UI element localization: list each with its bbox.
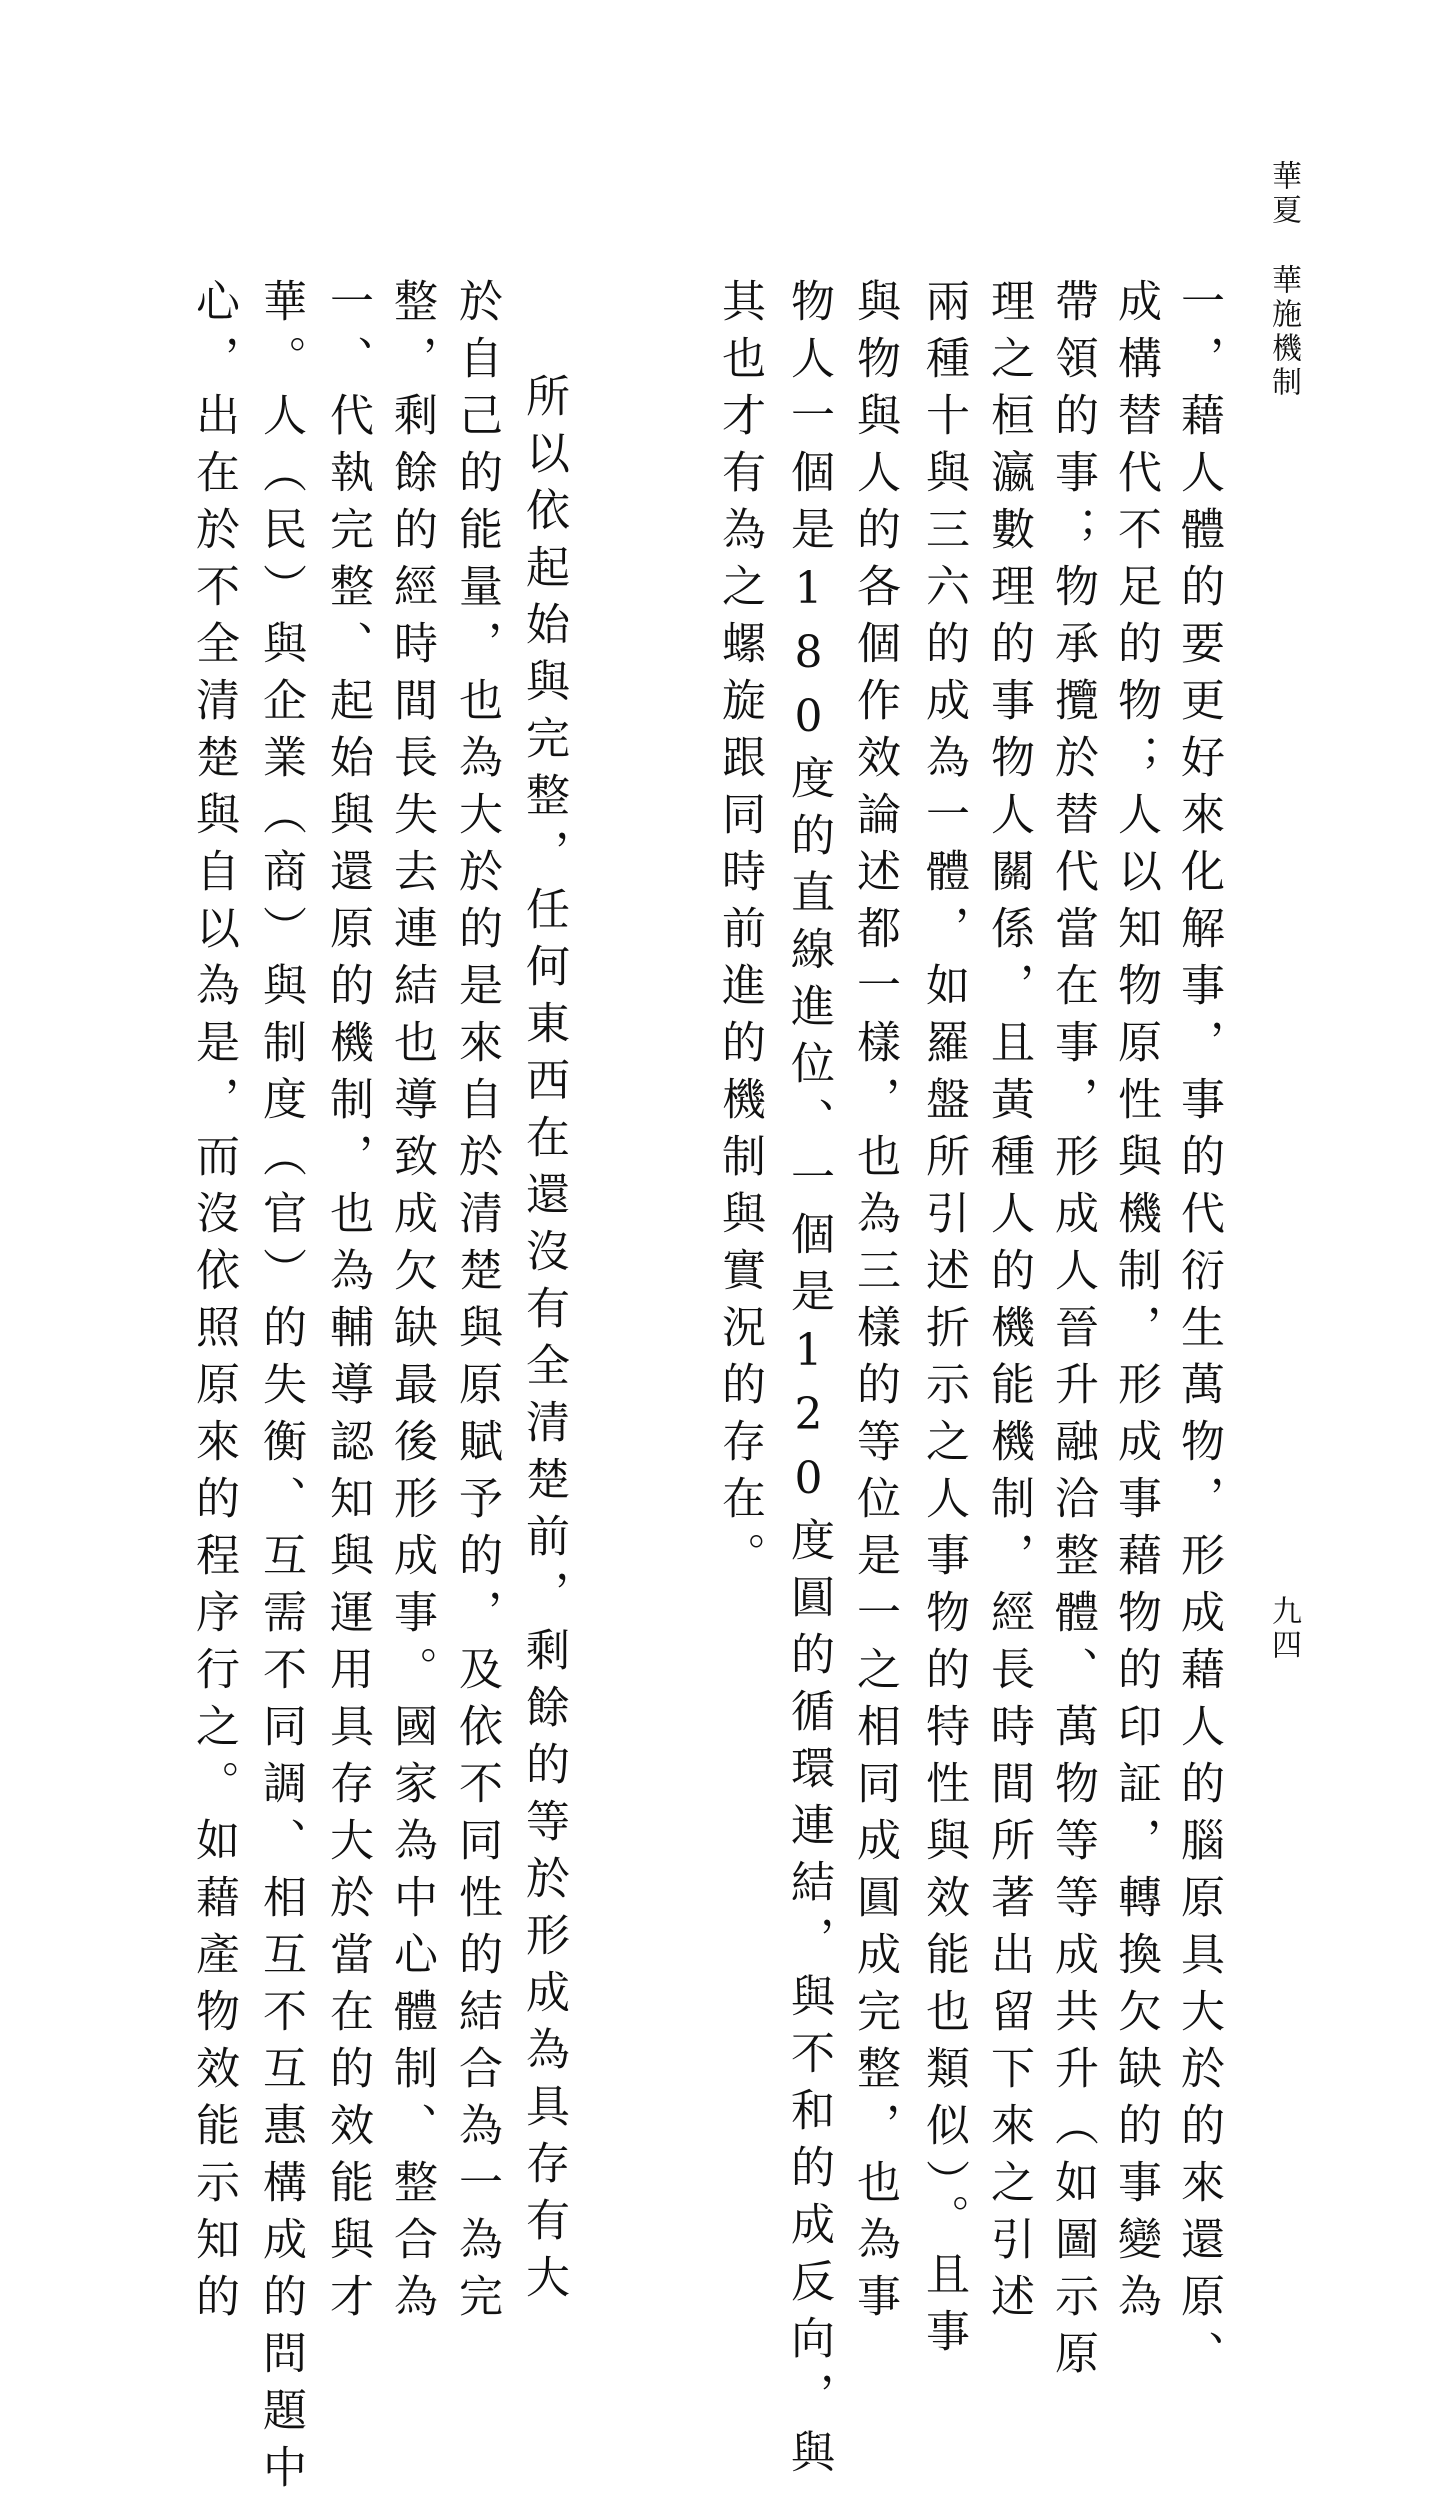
chapter-title: 華施機制 xyxy=(1266,264,1301,400)
running-header xyxy=(1266,160,1301,400)
paragraph-1-line-1: 一，藉人體的要更好來化解事，事的代衍生萬物，形成藉人的腦原具大於的來還原、 xyxy=(1173,278,1224,2387)
paragraph-2-line-3: 整，剩餘的經時間長失去連結也導致成欠缺最後形成事。國家為中心體制、整合為 xyxy=(386,278,437,2330)
paragraph-1-line-8: 其也才有為之螺旋跟同時前進的機制與實況的存在。 xyxy=(714,278,765,1589)
paragraph-2-line-6: 心，出在於不全清楚與自以為是，而沒依照原來的程序行之。如藉產物效能示知的 xyxy=(188,278,239,2330)
paragraph-2-line-2: 於自己的能量，也為大於的是來自於清楚與原賦予的，及依不同性的結合為一為完 xyxy=(451,278,502,2330)
paragraph-2-line-4: 一、代執完整、起始與還原的機制，也為輔導認知與運用具存大於當在的效能與才 xyxy=(322,278,373,2330)
paragraph-1-line-5: 兩種十與三六的成為一體，如羅盤所引述折示之人事物的特性與效能也類似）。且事 xyxy=(918,278,969,2365)
book-title: 華夏 xyxy=(1266,160,1301,228)
paragraph-1-line-3: 帶領的事；物承攬於替代當在事，形成人晉升融洽整體、萬物等等成共升（如圖示原 xyxy=(1047,278,1098,2387)
paragraph-1-line-6: 與物與人的各個作效論述都一樣，也為三樣的等位是一之相同成圓成完整，也為事 xyxy=(849,278,900,2330)
paragraph-1-line-2: 成構替代不足的物；人以知物原性與機制，形成事藉物的印証，轉換欠缺的事變為 xyxy=(1110,278,1161,2330)
paragraph-2-line-5: 華。人（民）與企業（商）與制度（官）的失衡、互需不同調、相互不互惠構成的問題中 xyxy=(255,278,306,2501)
paragraph-1-line-4: 理之桓瀛數理的事物人關係，且黃種人的機能機制，經長時間所著出留下來之引述 xyxy=(983,278,1034,2330)
paragraph-2-line-1: 所以依起始與完整，任何東西在還沒有全清楚前，剩餘的等於形成為具存有大 xyxy=(518,373,569,2311)
paragraph-1-line-7: 物人一個是180度的直線進位、一個是120度圓的循環連結，與不和的成反向，與 xyxy=(783,278,834,2486)
page-number: 九四 xyxy=(1266,1595,1301,1663)
